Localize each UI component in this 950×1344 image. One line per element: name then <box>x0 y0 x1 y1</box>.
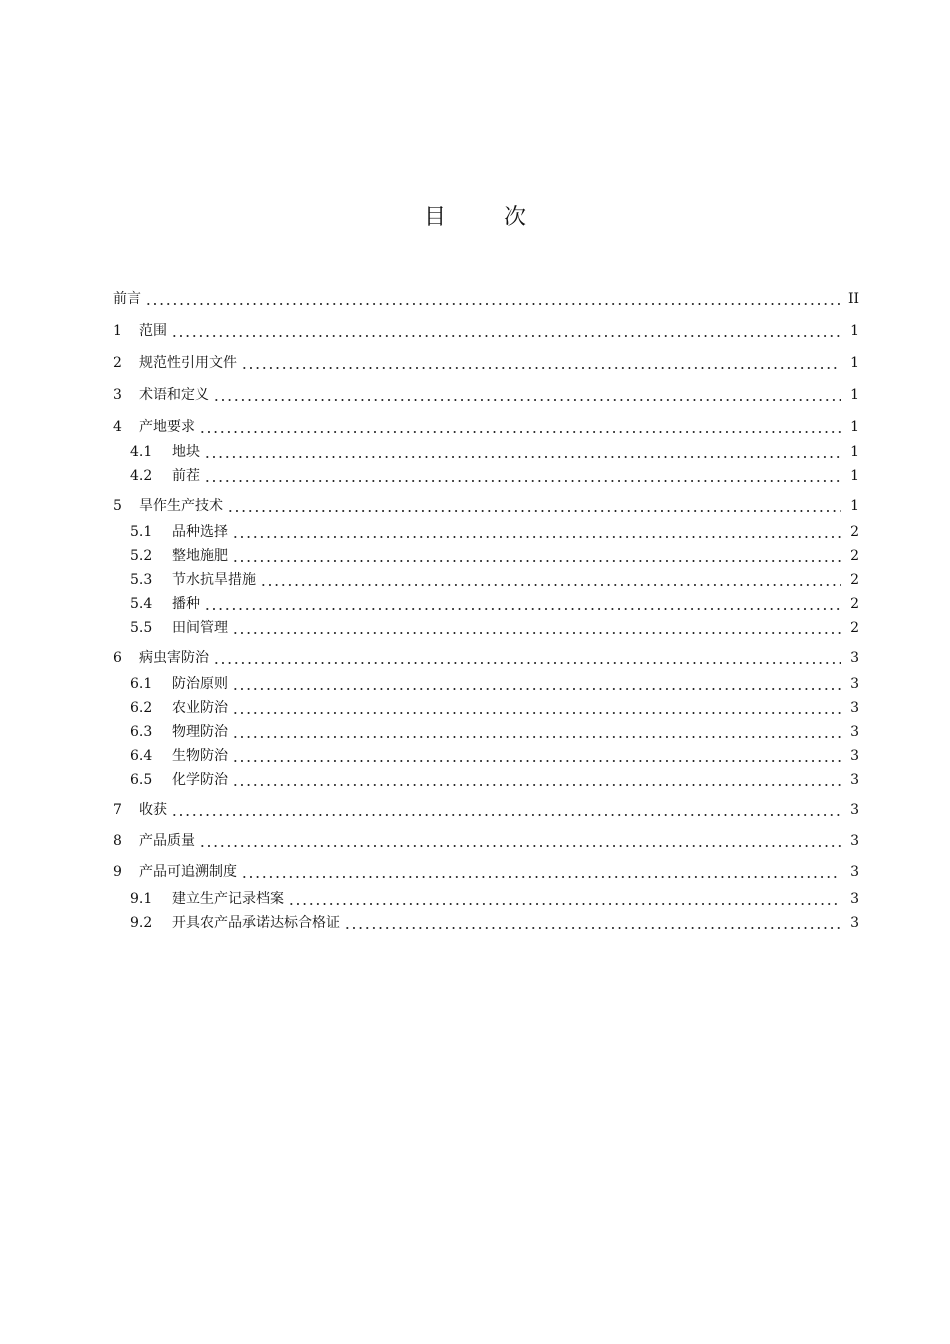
toc-entry-title: 产品可追溯制度 <box>139 864 237 880</box>
dot-leader <box>199 831 841 851</box>
toc-entry-title: 生物防治 <box>172 748 228 764</box>
toc-entry-page: 3 <box>850 724 859 740</box>
toc-entry-number: 9.1 <box>130 891 153 907</box>
toc-entry-page: 1 <box>850 323 859 339</box>
dot-leader <box>204 466 841 486</box>
dot-leader <box>204 594 841 614</box>
toc-entry-title: 节水抗旱措施 <box>172 572 256 588</box>
toc-entry-title: 前茬 <box>172 468 200 484</box>
toc-entry-page: II <box>847 291 859 307</box>
toc-entry-page: 1 <box>850 468 859 484</box>
toc-entry-title: 建立生产记录档案 <box>172 891 284 907</box>
toc-entry[interactable] <box>130 570 859 590</box>
toc-entry-page: 3 <box>850 650 859 666</box>
toc-entry-title: 播种 <box>172 596 200 612</box>
toc-entry[interactable] <box>113 831 859 851</box>
toc-entry-title: 旱作生产技术 <box>139 498 223 514</box>
toc-entry[interactable] <box>113 648 859 668</box>
toc-entry-title: 收获 <box>139 802 167 818</box>
toc-entry[interactable] <box>130 746 859 766</box>
toc-entry[interactable] <box>113 417 859 437</box>
toc-entry[interactable] <box>113 862 859 882</box>
toc-entry-number: 3 <box>113 387 122 403</box>
toc-entry-page: 1 <box>850 498 859 514</box>
dot-leader <box>232 722 841 742</box>
toc-entry-page: 3 <box>850 833 859 849</box>
toc-entry-page: 2 <box>850 620 859 636</box>
toc-entry[interactable] <box>130 889 859 909</box>
toc-entry-number: 4 <box>113 419 122 435</box>
toc-entry[interactable] <box>130 722 859 742</box>
toc-entry-number: 2 <box>113 355 122 371</box>
toc-entry-title: 化学防治 <box>172 772 228 788</box>
toc-entry[interactable] <box>130 770 859 790</box>
toc-entry-page: 3 <box>850 676 859 692</box>
dot-leader <box>232 546 841 566</box>
toc-entry[interactable] <box>130 913 859 933</box>
dot-leader <box>213 648 841 668</box>
toc-entry-page: 2 <box>850 524 859 540</box>
toc-entry[interactable] <box>113 321 859 341</box>
toc-entry-title: 产品质量 <box>139 833 195 849</box>
dot-leader <box>288 889 841 909</box>
toc-entry-number: 4.2 <box>130 468 153 484</box>
dot-leader <box>260 570 841 590</box>
page-title <box>0 200 950 231</box>
toc-entry-title: 规范性引用文件 <box>139 355 237 371</box>
toc-entry-number: 5.5 <box>130 620 153 636</box>
toc-entry-page: 1 <box>850 444 859 460</box>
toc-entry[interactable] <box>113 800 859 820</box>
dot-leader <box>199 417 841 437</box>
toc-entry-title: 物理防治 <box>172 724 228 740</box>
toc-entry-page: 1 <box>850 419 859 435</box>
toc-entry-title: 品种选择 <box>172 524 228 540</box>
toc-entry[interactable] <box>130 466 859 486</box>
dot-leader <box>344 913 841 933</box>
toc-entry-page: 1 <box>850 355 859 371</box>
toc-entry-number: 6.5 <box>130 772 153 788</box>
toc-entry-number: 6.3 <box>130 724 153 740</box>
dot-leader <box>213 385 841 405</box>
toc-entry[interactable] <box>113 289 859 309</box>
toc-entry-page: 2 <box>850 548 859 564</box>
dot-leader <box>232 770 841 790</box>
toc-entry-number: 6.1 <box>130 676 153 692</box>
dot-leader <box>204 442 841 462</box>
toc-entry[interactable] <box>113 385 859 405</box>
dot-leader <box>241 862 841 882</box>
toc-entry[interactable] <box>130 522 859 542</box>
dot-leader <box>241 353 841 373</box>
toc-entry-title: 防治原则 <box>172 676 228 692</box>
toc-entry-page: 3 <box>850 891 859 907</box>
toc-entry-number: 9.2 <box>130 915 153 931</box>
toc-entry[interactable] <box>130 674 859 694</box>
toc-entry-number: 6.2 <box>130 700 153 716</box>
dot-leader <box>171 321 841 341</box>
toc-entry[interactable] <box>130 442 859 462</box>
dot-leader <box>171 800 841 820</box>
title-char-1: 目 <box>423 205 446 230</box>
toc-entry-title: 田间管理 <box>172 620 228 636</box>
dot-leader <box>232 746 841 766</box>
toc-entry-page: 2 <box>850 572 859 588</box>
dot-leader <box>145 289 840 309</box>
dot-leader <box>227 496 841 516</box>
toc-entry[interactable] <box>113 353 859 373</box>
toc-entry[interactable] <box>130 698 859 718</box>
toc-entry-number: 8 <box>113 833 122 849</box>
toc-entry-title: 产地要求 <box>139 419 195 435</box>
toc-entry-title: 前言 <box>113 291 141 307</box>
dot-leader <box>232 674 841 694</box>
toc-entry-title: 开具农产品承诺达标合格证 <box>172 915 340 931</box>
toc-entry-number: 5.4 <box>130 596 153 612</box>
toc-entry-number: 9 <box>113 864 122 880</box>
toc-entry-number: 1 <box>113 323 122 339</box>
toc-entry-page: 3 <box>850 864 859 880</box>
toc-entry-page: 3 <box>850 748 859 764</box>
toc-entry-number: 6.4 <box>130 748 153 764</box>
toc-entry[interactable] <box>130 546 859 566</box>
toc-entry-number: 5.2 <box>130 548 153 564</box>
toc-entry[interactable] <box>130 618 859 638</box>
toc-entry-title: 农业防治 <box>172 700 228 716</box>
dot-leader <box>232 522 841 542</box>
toc-entry-title: 地块 <box>172 444 200 460</box>
toc-entry-number: 4.1 <box>130 444 153 460</box>
toc-entry-title: 病虫害防治 <box>139 650 209 666</box>
dot-leader <box>232 698 841 718</box>
toc-entry-number: 6 <box>113 650 122 666</box>
toc-entry-number: 5.3 <box>130 572 153 588</box>
toc-entry-page: 3 <box>850 772 859 788</box>
toc-entry-title: 术语和定义 <box>139 387 209 403</box>
toc-entry-page: 3 <box>850 802 859 818</box>
toc-entry[interactable] <box>130 594 859 614</box>
toc-entry-page: 1 <box>850 387 859 403</box>
toc-entry-title: 范围 <box>139 323 167 339</box>
toc-entry-title: 整地施肥 <box>172 548 228 564</box>
toc-entry-number: 5 <box>113 498 122 514</box>
title-char-2: 次 <box>504 205 527 230</box>
toc-entry-page: 3 <box>850 700 859 716</box>
dot-leader <box>232 618 841 638</box>
toc-entry-page: 3 <box>850 915 859 931</box>
toc-entry-page: 2 <box>850 596 859 612</box>
toc-entry[interactable] <box>113 496 859 516</box>
toc-entry-number: 7 <box>113 802 122 818</box>
toc-entry-number: 5.1 <box>130 524 153 540</box>
